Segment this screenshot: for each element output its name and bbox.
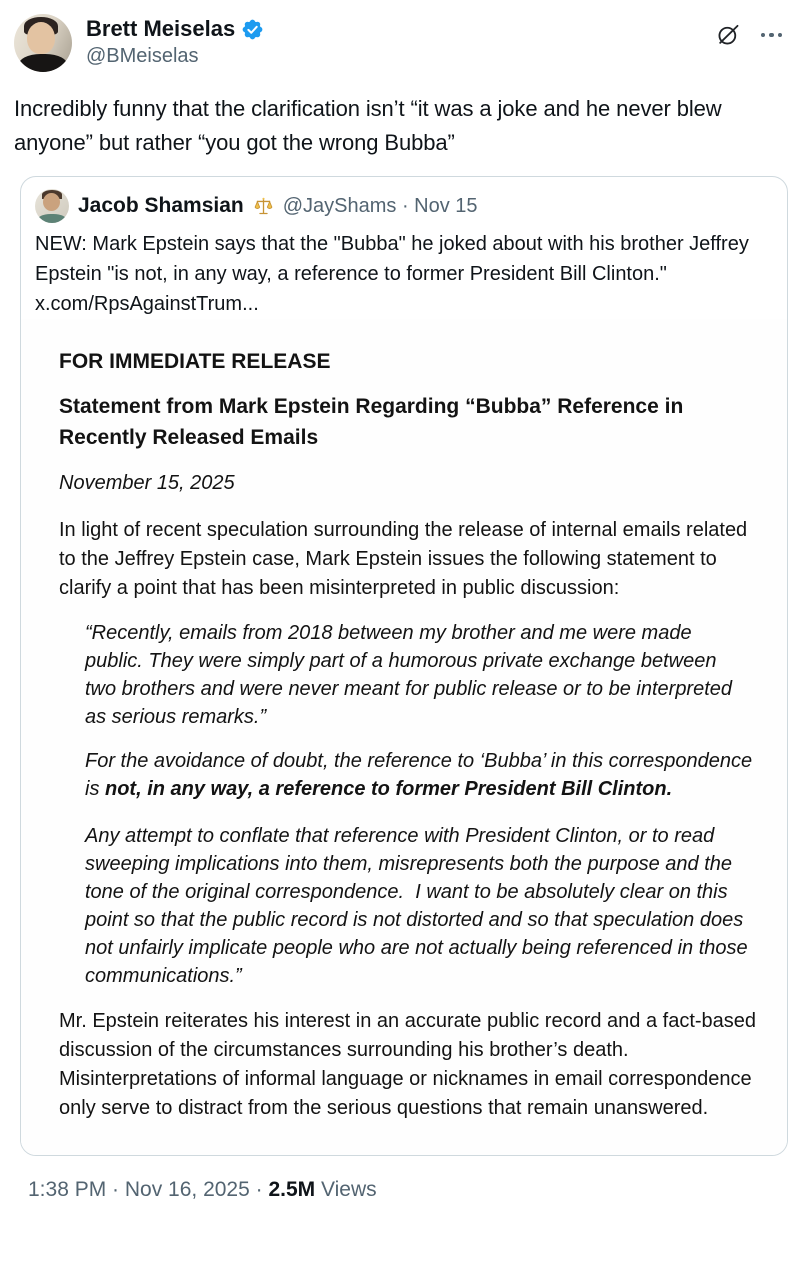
- release-quote-2: [85, 747, 753, 803]
- author-name[interactable]: Brett Meiselas: [86, 16, 236, 41]
- timestamp: 1:38 PM · Nov 16, 2025 ·: [28, 1178, 269, 1201]
- release-quote-1: “Recently, emails from 2018 between my brother and me were made public. They were simply part of a humorous private exchange between two brothers and were never meant for public release or to be interpreted as serious remarks.”: [85, 622, 733, 728]
- views-label: Views: [315, 1178, 377, 1201]
- author-info: [86, 14, 715, 68]
- avatar-shirt: [37, 214, 67, 223]
- more-menu-icon[interactable]: [761, 29, 783, 42]
- release-closing: Mr. Epstein reiterates his interest in an accurate public record and a fact-based discussion of the circumstances surrounding his brother’s death. Misinterpretations of informal language or nicknames in email correspondence only serve to distract from the serious questions that remain unanswered.: [59, 1010, 757, 1119]
- header-actions: [715, 14, 789, 48]
- release-intro: In light of recent speculation surrounding the release of internal emails related to the Jeffrey Epstein case, Mark Epstein issues the following statement to clarify a point that has been misinterpreted in public discussion:: [59, 519, 748, 599]
- press-release-image[interactable]: [21, 319, 787, 1155]
- avatar-face: [43, 193, 60, 211]
- quoted-tweet-card[interactable]: [20, 176, 788, 1156]
- release-quote-2-bold: not, in any way, a reference to former President Bill Clinton.: [105, 778, 673, 800]
- release-date: November 15, 2025: [59, 472, 235, 494]
- release-quote-2-regular: For the avoidance of doubt, the reference to ‘Bubba’ in this correspondence is: [85, 750, 753, 800]
- release-title: Statement from Mark Epstein Regarding “Bubba” Reference in Recently Released Emails: [59, 395, 684, 449]
- author-avatar[interactable]: [14, 14, 72, 72]
- release-header: FOR IMMEDIATE RELEASE: [59, 350, 331, 373]
- tweet-text: Incredibly funny that the clarification isn’t “it was a joke and he never blew anyone” but rather “you got the wrong Bubba”: [14, 96, 722, 155]
- grok-icon[interactable]: [715, 22, 741, 48]
- views-count: 2.5M: [268, 1178, 316, 1201]
- quoted-author-meta: @JayShams · Nov 15: [282, 194, 478, 217]
- avatar-shirt: [18, 54, 68, 72]
- quoted-author-name[interactable]: Jacob Shamsian: [78, 194, 244, 217]
- tweet-footer: [14, 1156, 788, 1202]
- quoted-author-avatar[interactable]: [35, 189, 69, 223]
- scales-emoji-icon: [253, 196, 274, 217]
- avatar-face: [27, 22, 55, 54]
- verified-badge-icon: [241, 18, 264, 41]
- author-name-row[interactable]: [86, 16, 715, 42]
- quoted-tweet-text: NEW: Mark Epstein says that the "Bubba" he joked about with his brother Jeffrey Epstein "is not, in any way, a reference to former President Bill Clinton.": [35, 233, 749, 285]
- author-handle[interactable]: @BMeiselas: [86, 45, 199, 67]
- release-quote-3: Any attempt to conflate that reference with President Clinton, or to read sweeping implications into them, misrepresents both the purpose and the tone of the original correspondence. I want to be absolutely clear on this point so that the public record is not distorted and so that speculation does not unfairly implicate people who are not actually being referenced in those communications.”: [85, 825, 748, 987]
- quoted-tweet-link[interactable]: x.com/RpsAgainstTrum...: [35, 293, 259, 315]
- quoted-tweet-header: [21, 177, 787, 223]
- tweet-header: [14, 14, 788, 72]
